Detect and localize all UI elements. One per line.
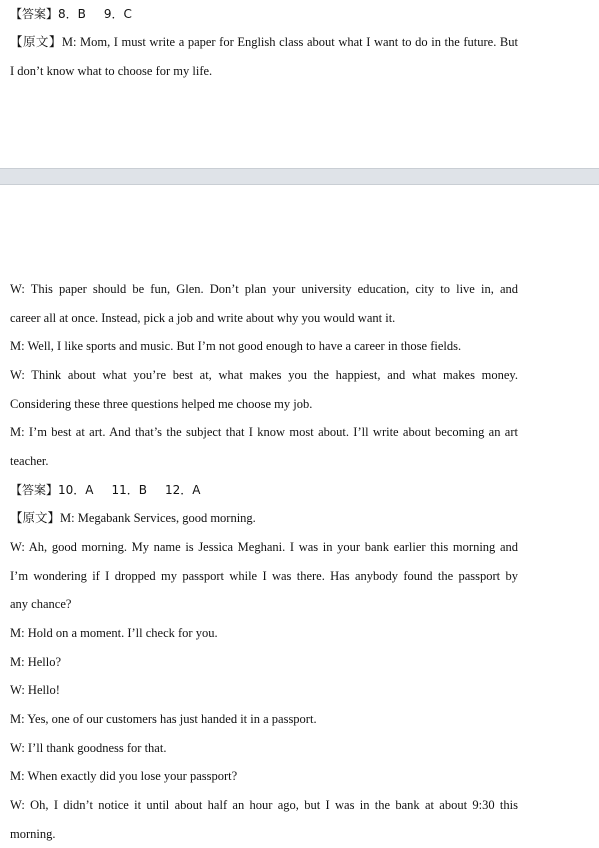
transcript-line: I don’t know what to choose for my life. xyxy=(10,64,213,78)
answer-item: 11．B xyxy=(111,483,148,497)
answer-label: 【答案】 xyxy=(10,7,59,21)
answer-label: 【答案】 xyxy=(10,483,59,497)
transcript-line: W: This paper should be fun, Glen. Don’t plan your university education, city to live in, and xyxy=(10,282,518,296)
answer-key-1 xyxy=(10,6,518,22)
transcript-line: M: When exactly did you lose your passport? xyxy=(10,769,238,783)
transcript-line: morning. xyxy=(10,827,56,841)
transcript-line: teacher. xyxy=(10,454,49,468)
transcript-line: W: Think about what you’re best at, what makes you the happiest, and what makes money. xyxy=(10,368,518,382)
transcript-line: any chance? xyxy=(10,597,72,611)
transcript-line: W: I’ll thank goodness for that. xyxy=(10,741,167,755)
transcript-line: M: Hello? xyxy=(10,655,62,669)
answer-item: 10．A xyxy=(58,483,94,497)
transcript-line: career all at once. Instead, pick a job and write about why you would want it. xyxy=(10,311,396,325)
transcript-line: M: Yes, one of our customers has just handed it in a passport. xyxy=(10,712,317,726)
answer-item: 8．B xyxy=(58,7,86,21)
answer-item: 12．A xyxy=(165,483,201,497)
transcript-line: 【原文】M: Mom, I must write a paper for English class about what I want to do in the future. But xyxy=(10,35,518,49)
transcript-line: M: I’m best at art. And that’s the subject that I know most about. I’ll write about becoming an art xyxy=(10,425,518,439)
answer-item: 9．C xyxy=(103,7,132,21)
transcript-line: 【原文】M: Megabank Services, good morning. xyxy=(10,511,256,525)
transcript-line: Considering these three questions helped me choose my job. xyxy=(10,397,313,411)
document-page-bottom xyxy=(0,185,599,848)
transcript-line: M: Hold on a moment. I’ll check for you. xyxy=(10,626,218,640)
transcript-line: W: Hello! xyxy=(10,683,60,697)
answer-key-2 xyxy=(10,482,518,498)
page-separator xyxy=(0,168,599,185)
transcript-line: I’m wondering if I dropped my passport while I was there. Has anybody found the passport by xyxy=(10,569,518,583)
transcript-line: W: Ah, good morning. My name is Jessica Meghani. I was in your bank earlier this morning and xyxy=(10,540,518,554)
transcript-line: W: Oh, I didn’t notice it until about half an hour ago, but I was in the bank at about 9:30 this xyxy=(10,798,518,812)
transcript-line: M: Well, I like sports and music. But I’m not good enough to have a career in those fields. xyxy=(10,339,462,353)
document-page-top xyxy=(0,0,599,168)
